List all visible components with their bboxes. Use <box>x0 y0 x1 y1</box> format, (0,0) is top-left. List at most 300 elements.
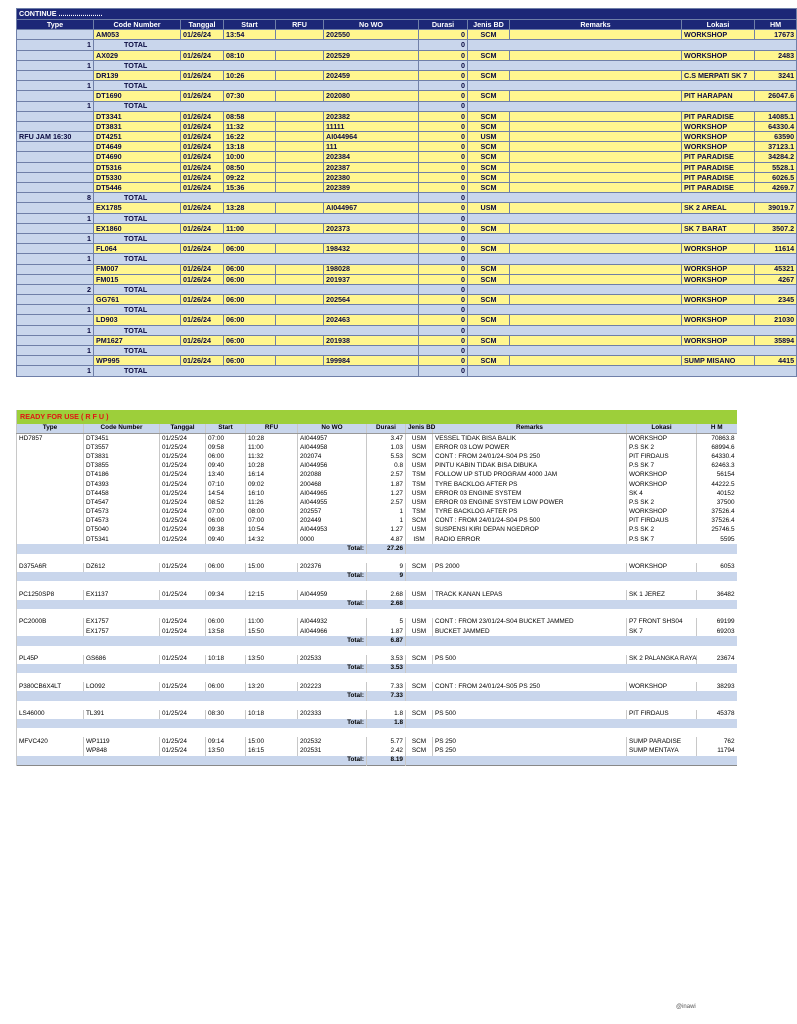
location-cell: PIT PARADISE <box>682 183 755 193</box>
date-cell: 01/26/24 <box>181 356 224 366</box>
column-header: Type <box>17 424 84 434</box>
start-cell: 07:00 <box>206 508 246 517</box>
table-row <box>17 590 737 599</box>
duration-cell: 2.68 <box>367 590 406 599</box>
wo-cell: AI044966 <box>298 627 367 636</box>
date-cell: 01/25/24 <box>160 655 206 664</box>
location-cell: WORKSHOP <box>627 480 697 489</box>
rfu-caption: READY FOR USE ( R F U ) <box>17 410 737 424</box>
remarks-cell <box>510 335 682 345</box>
code-cell: DT4458 <box>84 489 160 498</box>
code-cell: DT5040 <box>84 526 160 535</box>
code-cell: DT3557 <box>84 443 160 452</box>
hm-cell: 64330.4 <box>755 121 797 131</box>
date-cell: 01/25/24 <box>160 443 206 452</box>
table-row <box>17 526 737 535</box>
start-cell: 07:10 <box>206 480 246 489</box>
empty-cell <box>406 756 737 766</box>
total-label: TOTAL <box>94 305 419 315</box>
location-cell: PIT PARADISE <box>682 172 755 182</box>
duration-total-cell: 3.53 <box>367 664 406 673</box>
rfu-cell <box>276 335 324 345</box>
code-cell: LO092 <box>84 682 160 691</box>
location-cell: PIT PARADISE <box>682 162 755 172</box>
remarks-cell: CONT : FROM 24/01/24-S05 PS 250 <box>433 682 627 691</box>
bd-cell: SCM <box>468 30 510 40</box>
table-row <box>17 203 797 213</box>
duration-cell: 0 <box>419 203 468 213</box>
total-row <box>17 81 797 91</box>
empty-cell <box>17 581 737 590</box>
duration-cell: 7.33 <box>367 682 406 691</box>
type-cell <box>17 462 84 471</box>
count-cell: 1 <box>17 60 94 70</box>
duration-cell: 0 <box>419 274 468 284</box>
date-cell: 01/25/24 <box>160 563 206 572</box>
remarks-cell: VESSEL TIDAK BISA BALIK <box>433 434 627 444</box>
rfu-cell <box>276 70 324 80</box>
table-row <box>17 462 737 471</box>
location-cell: SK 2 PALANGKA RAYA <box>627 655 697 664</box>
rfu-cell: 16:10 <box>246 489 298 498</box>
total-label: TOTAL <box>94 193 419 203</box>
duration-cell: 0 <box>419 30 468 40</box>
remarks-cell <box>510 223 682 233</box>
location-cell: P.S SK 2 <box>627 443 697 452</box>
total-label: TOTAL <box>94 81 419 91</box>
hm-cell: 6053 <box>697 563 737 572</box>
column-header: RFU <box>246 424 298 434</box>
start-cell: 13:28 <box>224 203 276 213</box>
duration-cell: 5 <box>367 618 406 627</box>
start-cell: 07:30 <box>224 91 276 101</box>
count-cell: 8 <box>17 193 94 203</box>
rfu-cell: 10:28 <box>246 462 298 471</box>
hm-cell: 4415 <box>755 356 797 366</box>
type-cell: D375A6R <box>17 563 84 572</box>
type-cell <box>17 535 84 544</box>
start-cell: 09:22 <box>224 172 276 182</box>
location-cell: WORKSHOP <box>627 508 697 517</box>
hm-cell: 39019.7 <box>755 203 797 213</box>
empty-cell <box>406 664 737 673</box>
date-cell: 01/25/24 <box>160 471 206 480</box>
remarks-cell <box>510 30 682 40</box>
spacer-row <box>17 701 737 710</box>
type-cell <box>17 142 94 152</box>
date-cell: 01/26/24 <box>181 172 224 182</box>
start-cell: 08:30 <box>206 710 246 719</box>
total-label: TOTAL <box>94 346 419 356</box>
code-cell: DT4649 <box>94 142 181 152</box>
duration-cell: 1 <box>367 508 406 517</box>
count-cell: 2 <box>17 284 94 294</box>
location-cell: WORKSHOP <box>682 264 755 274</box>
hm-cell: 2345 <box>755 295 797 305</box>
remarks-cell <box>510 91 682 101</box>
table-row <box>17 471 737 480</box>
duration-cell: 0 <box>419 295 468 305</box>
rfu-cell: 15:00 <box>246 737 298 746</box>
remarks-cell <box>510 274 682 284</box>
location-cell: WORKSHOP <box>682 274 755 284</box>
bd-cell: USM <box>406 489 433 498</box>
duration-total-cell: 7.33 <box>367 691 406 700</box>
empty-cell <box>468 81 797 91</box>
code-cell: DT5316 <box>94 162 181 172</box>
bd-cell: SCM <box>406 563 433 572</box>
total-label: Total: <box>17 756 367 766</box>
bd-cell: SCM <box>468 70 510 80</box>
bd-cell: SCM <box>468 223 510 233</box>
bd-cell: SCM <box>468 244 510 254</box>
duration-cell: 1.87 <box>367 627 406 636</box>
column-header: Durasi <box>419 20 468 30</box>
location-cell: WORKSHOP <box>682 30 755 40</box>
hm-cell: 45321 <box>755 264 797 274</box>
table-row <box>17 172 797 182</box>
empty-cell <box>17 701 737 710</box>
wo-cell: 202384 <box>324 152 419 162</box>
type-cell: PC2000B <box>17 618 84 627</box>
duration-cell: 1.03 <box>367 443 406 452</box>
empty-cell <box>468 284 797 294</box>
type-cell <box>17 443 84 452</box>
table-row <box>17 517 737 526</box>
duration-total-cell: 0 <box>419 60 468 70</box>
location-cell: SK 1 JEREZ <box>627 590 697 599</box>
empty-cell <box>406 691 737 700</box>
table-row <box>17 434 737 444</box>
continue-table <box>16 8 797 377</box>
column-header: Start <box>206 424 246 434</box>
total-row <box>17 233 797 243</box>
rfu-cell <box>276 30 324 40</box>
empty-cell <box>468 233 797 243</box>
type-cell <box>17 50 94 60</box>
start-cell: 06:00 <box>206 563 246 572</box>
table-row <box>17 563 737 572</box>
table-row <box>17 489 737 498</box>
continue-header-row <box>17 20 797 30</box>
wo-cell: 202382 <box>324 111 419 121</box>
duration-total-cell: 0 <box>419 305 468 315</box>
location-cell: PIT FIRDAUS <box>627 453 697 462</box>
duration-total-cell: 8.19 <box>367 756 406 766</box>
code-cell: DT3831 <box>94 121 181 131</box>
duration-cell: 4.87 <box>367 535 406 544</box>
table-row <box>17 274 797 284</box>
location-cell: SK 7 <box>627 627 697 636</box>
date-cell: 01/25/24 <box>160 489 206 498</box>
remarks-cell: FOLLOW UP STUD PROGRAM 4000 JAM <box>433 471 627 480</box>
bd-cell: TSM <box>406 480 433 489</box>
rfu-cell <box>276 121 324 131</box>
location-cell: SUMP MENTAYA <box>627 747 697 756</box>
bd-cell: SCM <box>468 183 510 193</box>
count-cell: 1 <box>17 213 94 223</box>
hm-cell: 21030 <box>755 315 797 325</box>
date-cell: 01/25/24 <box>160 747 206 756</box>
total-label: Total: <box>17 572 367 581</box>
type-cell: P380CB6X4LT <box>17 682 84 691</box>
wo-cell: AI044958 <box>298 443 367 452</box>
rfu-cell: 11:32 <box>246 453 298 462</box>
wo-cell: 202557 <box>298 508 367 517</box>
column-header: Type <box>17 20 94 30</box>
hm-cell: 62463.3 <box>697 462 737 471</box>
code-cell: DT3855 <box>84 462 160 471</box>
table-row <box>17 499 737 508</box>
column-header: RFU <box>276 20 324 30</box>
table-row <box>17 453 737 462</box>
wo-cell: AI044965 <box>298 489 367 498</box>
type-cell <box>17 747 84 756</box>
location-cell: WORKSHOP <box>627 471 697 480</box>
rfu-cell: 16:15 <box>246 747 298 756</box>
hm-cell: 11614 <box>755 244 797 254</box>
column-header: Jenis BD <box>406 424 433 434</box>
column-header: Tanggal <box>160 424 206 434</box>
code-cell: DR139 <box>94 70 181 80</box>
bd-cell: TSM <box>406 471 433 480</box>
duration-cell: 0 <box>419 356 468 366</box>
hm-cell: 69199 <box>697 618 737 627</box>
empty-cell <box>468 101 797 111</box>
date-cell: 01/25/24 <box>160 434 206 444</box>
total-label: TOTAL <box>94 101 419 111</box>
location-cell: PIT FIRDAUS <box>627 710 697 719</box>
code-cell: FL064 <box>94 244 181 254</box>
location-cell: P7 FRONT SHS04 <box>627 618 697 627</box>
type-cell: RFU JAM 16:30 <box>17 132 94 142</box>
count-cell: 1 <box>17 325 94 335</box>
wo-cell: 202532 <box>298 737 367 746</box>
remarks-cell <box>510 162 682 172</box>
total-row <box>17 756 737 766</box>
column-header: Durasi <box>367 424 406 434</box>
start-cell: 14:54 <box>206 489 246 498</box>
total-row <box>17 600 737 609</box>
code-cell: WP848 <box>84 747 160 756</box>
date-cell: 01/25/24 <box>160 682 206 691</box>
start-cell: 06:00 <box>224 274 276 284</box>
type-cell <box>17 264 94 274</box>
code-cell: GS686 <box>84 655 160 664</box>
start-cell: 10:26 <box>224 70 276 80</box>
empty-cell <box>17 646 737 655</box>
hm-cell: 6026.5 <box>755 172 797 182</box>
total-row <box>17 254 797 264</box>
empty-cell <box>468 305 797 315</box>
total-row <box>17 572 737 581</box>
date-cell: 01/26/24 <box>181 162 224 172</box>
code-cell: DT4573 <box>84 508 160 517</box>
date-cell: 01/26/24 <box>181 244 224 254</box>
remarks-cell <box>510 315 682 325</box>
location-cell: SUMP MISANO <box>682 356 755 366</box>
empty-cell <box>406 600 737 609</box>
bd-cell: USM <box>468 203 510 213</box>
type-cell <box>17 111 94 121</box>
duration-cell: 0 <box>419 162 468 172</box>
table-row <box>17 655 737 664</box>
hm-cell: 5528.1 <box>755 162 797 172</box>
empty-cell <box>468 254 797 264</box>
code-cell: LD903 <box>94 315 181 325</box>
total-label: TOTAL <box>94 40 419 50</box>
hm-cell: 25746.5 <box>697 526 737 535</box>
rfu-cell: 13:50 <box>246 655 298 664</box>
date-cell: 01/26/24 <box>181 142 224 152</box>
table-row <box>17 737 737 746</box>
location-cell: SK 4 <box>627 489 697 498</box>
rfu-cell <box>276 172 324 182</box>
rfu-header-row <box>17 424 737 434</box>
duration-cell: 1 <box>367 517 406 526</box>
duration-cell: 2.57 <box>367 499 406 508</box>
hm-cell: 3241 <box>755 70 797 80</box>
total-label: TOTAL <box>94 254 419 264</box>
wo-cell: 202449 <box>298 517 367 526</box>
type-cell <box>17 121 94 131</box>
wo-cell: AI044959 <box>298 590 367 599</box>
hm-cell: 762 <box>697 737 737 746</box>
wo-cell: 198028 <box>324 264 419 274</box>
total-row <box>17 60 797 70</box>
date-cell: 01/26/24 <box>181 203 224 213</box>
table-row <box>17 315 797 325</box>
rfu-cell <box>276 244 324 254</box>
start-cell: 08:52 <box>206 499 246 508</box>
start-cell: 11:00 <box>224 223 276 233</box>
remarks-cell <box>510 203 682 213</box>
date-cell: 01/26/24 <box>181 315 224 325</box>
start-cell: 13:40 <box>206 471 246 480</box>
bd-cell: USM <box>406 462 433 471</box>
start-cell: 06:00 <box>206 682 246 691</box>
date-cell: 01/25/24 <box>160 710 206 719</box>
duration-total-cell: 0 <box>419 346 468 356</box>
date-cell: 01/25/24 <box>160 453 206 462</box>
bd-cell: SCM <box>468 91 510 101</box>
bd-cell: USM <box>406 618 433 627</box>
start-cell: 06:00 <box>224 356 276 366</box>
table-row <box>17 162 797 172</box>
duration-cell: 0 <box>419 111 468 121</box>
hm-cell: 56154 <box>697 471 737 480</box>
hm-cell: 4269.7 <box>755 183 797 193</box>
hm-cell: 45378 <box>697 710 737 719</box>
wo-cell: 202088 <box>298 471 367 480</box>
date-cell: 01/26/24 <box>181 295 224 305</box>
count-cell: 1 <box>17 346 94 356</box>
wo-cell: 111 <box>324 142 419 152</box>
table-row <box>17 223 797 233</box>
type-cell <box>17 274 94 284</box>
type-cell <box>17 315 94 325</box>
location-cell: C.S MERPATI SK 7 <box>682 70 755 80</box>
bd-cell: SCM <box>468 356 510 366</box>
remarks-cell <box>510 172 682 182</box>
bd-cell: SCM <box>406 453 433 462</box>
wo-cell: 202531 <box>298 747 367 756</box>
empty-cell <box>468 366 797 376</box>
type-cell <box>17 172 94 182</box>
wo-cell: 202564 <box>324 295 419 305</box>
total-row <box>17 325 797 335</box>
table-row <box>17 508 737 517</box>
column-header: Lokasi <box>627 424 697 434</box>
date-cell: 01/25/24 <box>160 737 206 746</box>
hm-cell: 5595 <box>697 535 737 544</box>
duration-cell: 0 <box>419 70 468 80</box>
location-cell: WORKSHOP <box>682 244 755 254</box>
column-header: Code Number <box>84 424 160 434</box>
wo-cell: AI044953 <box>298 526 367 535</box>
wo-cell: AI044956 <box>298 462 367 471</box>
date-cell: 01/25/24 <box>160 499 206 508</box>
total-label: Total: <box>17 719 367 728</box>
wo-cell: 0000 <box>298 535 367 544</box>
empty-cell <box>468 193 797 203</box>
start-cell: 08:10 <box>224 50 276 60</box>
rfu-cell: 13:20 <box>246 682 298 691</box>
start-cell: 09:58 <box>206 443 246 452</box>
location-cell: WORKSHOP <box>682 142 755 152</box>
total-label: TOTAL <box>94 366 419 376</box>
empty-cell <box>468 213 797 223</box>
rfu-table <box>16 410 737 766</box>
column-header: Code Number <box>94 20 181 30</box>
hm-cell: 63590 <box>755 132 797 142</box>
total-row <box>17 305 797 315</box>
hm-cell: 69203 <box>697 627 737 636</box>
date-cell: 01/25/24 <box>160 535 206 544</box>
wo-cell: AI044955 <box>298 499 367 508</box>
start-cell: 15:36 <box>224 183 276 193</box>
table-row <box>17 132 797 142</box>
duration-cell: 0 <box>419 172 468 182</box>
table-row <box>17 91 797 101</box>
rfu-cell <box>276 162 324 172</box>
location-cell: WORKSHOP <box>682 335 755 345</box>
type-cell: LS46000 <box>17 710 84 719</box>
date-cell: 01/26/24 <box>181 183 224 193</box>
wo-cell: 202463 <box>324 315 419 325</box>
bd-cell: SCM <box>406 737 433 746</box>
type-cell <box>17 244 94 254</box>
code-cell: FM015 <box>94 274 181 284</box>
type-cell <box>17 91 94 101</box>
code-cell: DT4573 <box>84 517 160 526</box>
bd-cell: USM <box>406 590 433 599</box>
type-cell <box>17 627 84 636</box>
wo-cell: 11111 <box>324 121 419 131</box>
rfu-body <box>17 434 737 766</box>
type-cell <box>17 356 94 366</box>
total-row <box>17 101 797 111</box>
hm-cell: 4267 <box>755 274 797 284</box>
wo-cell: 202074 <box>298 453 367 462</box>
start-cell: 06:00 <box>224 244 276 254</box>
total-label: Total: <box>17 544 367 553</box>
total-label: TOTAL <box>94 233 419 243</box>
total-label: TOTAL <box>94 213 419 223</box>
empty-cell <box>17 609 737 618</box>
count-cell: 1 <box>17 101 94 111</box>
rfu-cell: 15:50 <box>246 627 298 636</box>
